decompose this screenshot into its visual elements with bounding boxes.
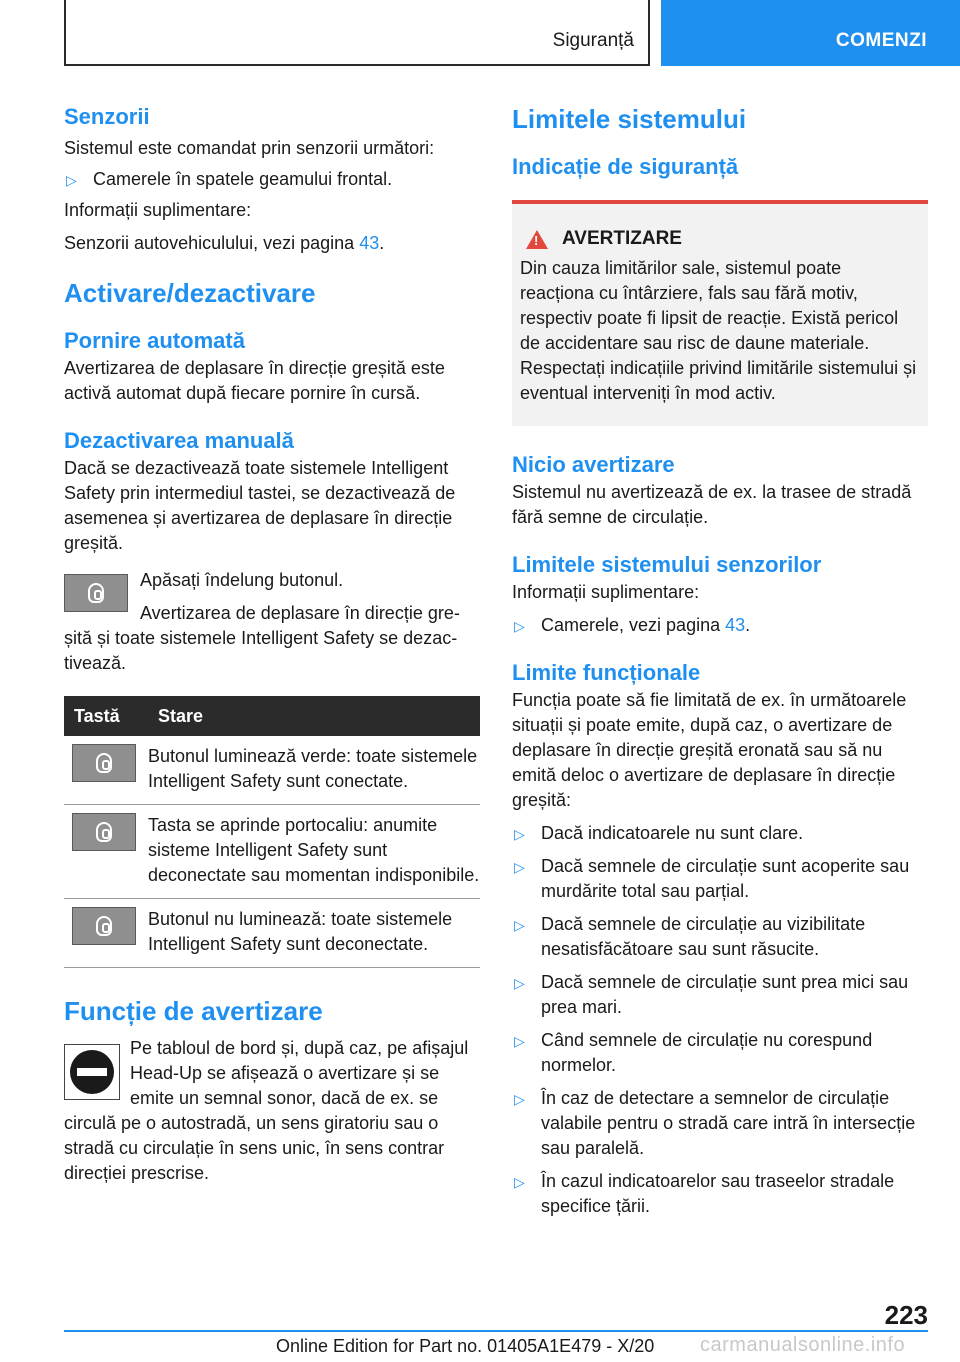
triangle-bullet-icon: ▷ <box>514 1033 525 1049</box>
heading-limitele-senzorilor: Limitele sistemului senzorilor <box>512 552 822 577</box>
warning-heading: ! AVERTIZARE <box>520 228 920 250</box>
heading-indicatie-siguranta: Indicație de siguranță <box>512 154 739 179</box>
intelligent-safety-button-icon <box>64 574 128 612</box>
triangle-bullet-icon: ▷ <box>514 975 525 991</box>
heading-limitele-sistemului: Limitele sistemului <box>512 104 747 134</box>
triangle-bullet-icon: ▷ <box>514 1174 525 1190</box>
heading-functie-avertizare: Funcție de avertizare <box>64 996 323 1026</box>
footer-divider <box>64 1330 928 1332</box>
press-instruction <box>64 568 482 676</box>
triangle-bullet-icon: ▷ <box>514 1091 525 1107</box>
list-item: ▷ Dacă semnele de circulație sunt prea mici sau prea mari. <box>514 972 909 1017</box>
press-result-line2: șită și toate sistemele Intelligent Safety se dezac- <box>64 628 458 648</box>
functie-text-a: Pe tabloul de bord și, după caz, pe afișajul Head-Up se afișează o avertizare și se emite un semnal sonor, dacă de ex. se <box>130 1038 469 1108</box>
list-item: ▷ Camerele, vezi pagina 43. <box>512 613 928 638</box>
press-result-line1: Avertizarea de deplasare în direcție gre- <box>140 603 460 623</box>
triangle-bullet-icon: ▷ <box>514 917 525 933</box>
senzori-list <box>512 613 928 638</box>
nicio-text: Sistemul nu avertizează de ex. la trasee de stradă fără semne de circulație. <box>512 482 912 527</box>
triangle-bullet-icon: ▷ <box>514 618 525 634</box>
watermark: carmanualsonline.info <box>700 1334 906 1356</box>
senzori-info-label: Informații suplimentare: <box>512 582 700 602</box>
senzorii-list <box>64 167 482 192</box>
warning-function-block <box>64 1036 482 1186</box>
section-title: Siguranță <box>552 30 634 51</box>
heading-limite-functionale: Limite funcționale <box>512 660 701 685</box>
table-cell-state: Butonul nu luminează: toate sistemele Intelligent Safety sunt deconectate. <box>148 899 480 968</box>
warning-text: Din cauza limitărilor sale, sistemul poate reacționa cu întârziere, fals sau fără motiv, respectiv poate fi lipsit de reacție. Există pericol de accidentare sau risc de daune materiale. Respectați indicațiile privind limitările sistemului și eventual interveniți în mod activ. <box>520 258 917 403</box>
left-column <box>64 102 482 1186</box>
button-state-table <box>64 696 480 968</box>
press-result-line3: tivează. <box>64 653 127 673</box>
heading-senzorii: Senzorii <box>64 104 150 129</box>
senzorii-reference: Senzorii autovehiculului, vezi pagina 43. <box>64 233 385 253</box>
page-number: 223 <box>884 1300 928 1330</box>
button-green-icon <box>72 744 136 782</box>
footer-edition-text: Online Edition for Part no. 01405A1E479 - X/20 <box>276 1336 655 1356</box>
chapter-title: COMENZI <box>835 30 927 51</box>
list-item: ▷ Dacă semnele de circulație sunt acoperite sau murdărite total sau parțial. <box>514 856 910 901</box>
pornire-text: Avertizarea de deplasare în direcție greșită este activă automat după fiecare pornire în cursă. <box>64 358 445 403</box>
list-item: ▷ Camerele în spatele geamului frontal. <box>64 167 482 192</box>
button-off-icon <box>72 907 136 945</box>
page-link-43[interactable]: 43 <box>359 233 380 253</box>
table-header-state: Stare <box>148 696 480 736</box>
warning-box <box>512 200 928 426</box>
list-item: ▷ În cazul indicatoarelor sau traseelor stradale specifice țării. <box>514 1171 895 1216</box>
page-link-43[interactable]: 43 <box>725 615 746 635</box>
list-item: ▷ În caz de detectare a semnelor de circulație valabile pentru o stradă care intră în intersecție sau paralelă. <box>514 1088 916 1158</box>
header-chapter-tab <box>661 0 960 66</box>
triangle-bullet-icon: ▷ <box>514 826 525 842</box>
dezactivare-text: Dacă se dezactivează toate sistemele Intelligent Safety prin intermediul tastei, se dezactivează de asemenea și avertizarea de deplasare în direcție greșită. <box>64 458 456 553</box>
table-cell-state: Tasta se aprinde portocaliu: anumite sisteme Intelligent Safety sunt deconectate sau momentan indisponibile. <box>148 805 480 899</box>
press-text: Apăsați îndelung butonul. <box>140 570 344 590</box>
senzorii-intro: Sistemul este comandat prin senzorii următori: <box>64 138 435 158</box>
table-header-key: Tastă <box>64 696 148 736</box>
functionale-text: Funcția poate să fie limitată de ex. în următoarele situații și poate emite, după caz, o avertizare de deplasare în direcție greșită eronată sau să nu emită deloc o avertizare de deplasare în direcție greșită: <box>512 690 907 810</box>
triangle-bullet-icon: ▷ <box>514 859 525 875</box>
table-row <box>64 736 480 805</box>
heading-activare: Activare/dezactivare <box>64 278 316 308</box>
heading-nicio-avertizare: Nicio avertizare <box>512 452 675 477</box>
functionale-list <box>512 821 928 1219</box>
heading-pornire-automata: Pornire automată <box>64 328 245 353</box>
functie-text-b: circulă pe o autostradă, un sens giratoriu sau o stradă cu circulație în sens unic, în sens contrar direcției prescrise. <box>64 1113 445 1183</box>
heading-dezactivare-manuala: Dezactivarea manuală <box>64 428 294 453</box>
button-orange-icon <box>72 813 136 851</box>
table-row <box>64 805 480 899</box>
senzorii-info-label: Informații suplimentare: <box>64 200 252 220</box>
header-section-tab <box>64 0 650 66</box>
table-row <box>64 899 480 968</box>
warning-triangle-icon <box>526 230 548 249</box>
triangle-bullet-icon: ▷ <box>66 172 77 188</box>
list-item: ▷ Dacă semnele de circulație au vizibilitate nesatisfăcătoare sau sunt răsucite. <box>514 914 866 959</box>
list-item: ▷ Când semnele de circulație nu corespund normelor. <box>514 1030 873 1075</box>
table-cell-state: Butonul luminează verde: toate sistemele Intelligent Safety sunt conectate. <box>148 736 480 805</box>
no-entry-sign-icon <box>64 1044 120 1100</box>
list-item: ▷ Dacă indicatoarele nu sunt clare. <box>512 821 928 846</box>
right-column <box>512 102 928 1219</box>
